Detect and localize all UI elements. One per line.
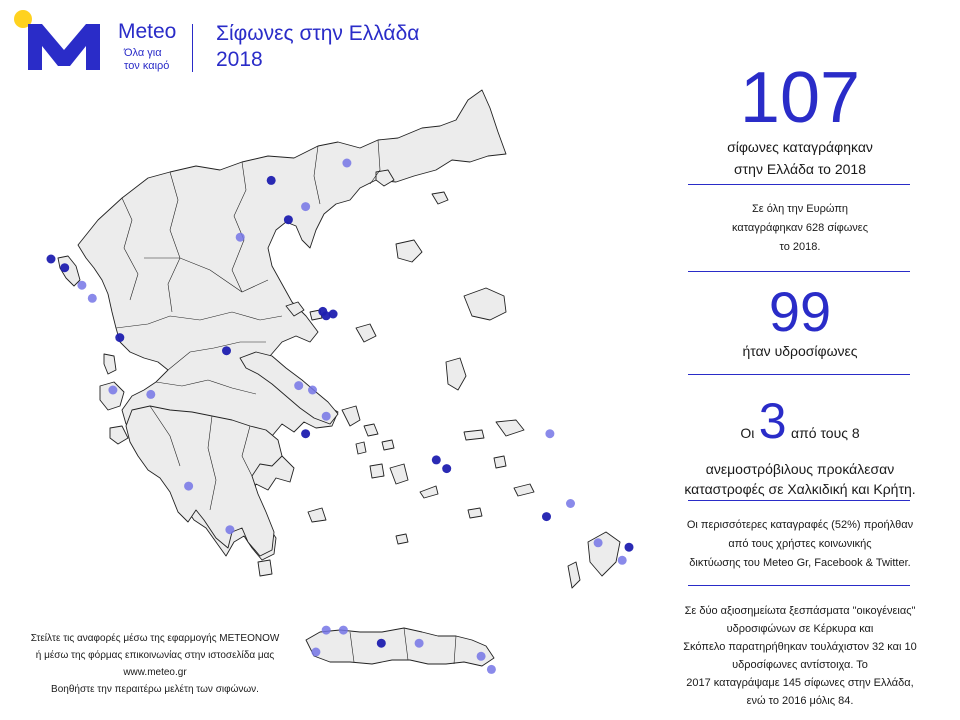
note-line4: υδροσίφωνες αντίστοιχα. Το [732, 659, 868, 671]
waterspout-marker [625, 543, 634, 552]
lefkada [104, 354, 116, 374]
water-number: 99 [768, 280, 832, 343]
divider-4 [688, 500, 910, 501]
footer-line4: Βοηθήστε την περαιτέρω μελέτη των σιφώνων. [51, 684, 259, 695]
waterspout-marker [294, 381, 303, 390]
total-text-line2: στην Ελλάδα το 2018 [734, 161, 866, 177]
waterspout-marker [594, 538, 603, 547]
footer-website-link[interactable]: www.meteo.gr [123, 667, 187, 678]
note-line3: Σκόπελο παρατηρήθηκαν τουλάχιστον 32 και 10 [683, 641, 917, 653]
reports-line2: από τους χρήστες κοινωνικής [728, 538, 872, 550]
waterspout-marker [377, 639, 386, 648]
damage-stat [640, 393, 960, 499]
damage-number: 3 [758, 393, 787, 449]
europe-line1: Σε όλη την Ευρώπη [751, 203, 849, 215]
waterspout-marker [542, 512, 551, 521]
waterspout-marker [342, 159, 351, 168]
water-text: ήταν υδροσίφωνες [742, 343, 858, 359]
total-stat [640, 58, 960, 180]
waterspout-marker [47, 255, 56, 264]
damage-suffix: από τους 8 [791, 425, 860, 441]
paros [370, 464, 384, 478]
waterspout-marker [322, 412, 331, 421]
lesbos [464, 288, 506, 320]
chios [446, 358, 466, 390]
europe-stat [640, 200, 960, 257]
waterspout-marker [284, 215, 293, 224]
divider-3 [688, 374, 910, 375]
header-divider [192, 24, 193, 72]
total-text-line1: σίφωνες καταγράφηκαν [727, 139, 873, 155]
waterspout-marker [236, 233, 245, 242]
karpathos [568, 562, 580, 588]
waterspout-marker [184, 482, 193, 491]
skyros [356, 324, 376, 342]
tinos [364, 424, 378, 436]
waterspout-marker [415, 639, 424, 648]
waterspout-marker [487, 665, 496, 674]
samos [496, 420, 524, 436]
total-number: 107 [739, 58, 861, 138]
milos [308, 508, 326, 522]
footer-note [0, 630, 310, 698]
waterspout-marker [442, 464, 451, 473]
waterspout-marker [545, 429, 554, 438]
reports-stat [640, 516, 960, 573]
greece-map [20, 80, 660, 700]
logo-m-mark [28, 24, 100, 70]
waterspout-marker [477, 652, 486, 661]
waterspout-marker [267, 176, 276, 185]
waterspout-marker [432, 455, 441, 464]
damage-line2: ανεμοστρόβιλους προκάλεσαν [705, 461, 895, 477]
brand-tagline [124, 47, 169, 73]
ikaria [464, 430, 484, 440]
reports-line3: δικτύωσης του Meteo Gr, Facebook & Twitter. [689, 557, 911, 569]
corfu [58, 256, 80, 286]
amorgos [420, 486, 438, 498]
damage-line3: καταστροφές σε Χαλκιδική και Κρήτη. [684, 481, 916, 497]
note-line6: ενώ το 2016 μόλις 84. [746, 695, 854, 707]
astypalaia [468, 508, 482, 518]
reports-line1: Οι περισσότερες καταγραφές (52%) προήλθαν [686, 519, 914, 531]
waterspout-marker [329, 310, 338, 319]
water-stat [640, 280, 960, 362]
santorini [396, 534, 408, 544]
note-line5: 2017 καταγράψαμε 145 σίφωνες στην Ελλάδα, [686, 677, 914, 689]
waterspout-marker [322, 626, 331, 635]
waterspout-marker [77, 281, 86, 290]
waterspout-marker [339, 626, 348, 635]
divider-2 [688, 271, 910, 272]
waterspout-marker [115, 333, 124, 342]
divider-1 [688, 184, 910, 185]
brand-tagline-line1: Όλα για [124, 47, 162, 59]
mykonos [382, 440, 394, 450]
waterspout-marker [301, 202, 310, 211]
andros [342, 406, 360, 426]
samothrace [432, 192, 448, 204]
europe-line3: το 2018. [779, 241, 821, 253]
waterspout-marker [311, 648, 320, 657]
kos [514, 484, 534, 496]
kythira [258, 560, 272, 576]
note-stat [640, 602, 960, 710]
leros-patmos [494, 456, 506, 468]
europe-line2: καταγράφηκαν 628 σίφωνες [732, 222, 868, 234]
damage-line1 [640, 393, 960, 459]
brand-name: Meteo [118, 20, 177, 43]
waterspout-marker [60, 263, 69, 272]
waterspout-marker [618, 556, 627, 565]
rhodes [588, 532, 620, 576]
naxos [390, 464, 408, 484]
footer-line1: Στείλτε τις αναφορές μέσω της εφαρμογής METEONOW [30, 633, 280, 644]
waterspout-marker [222, 346, 231, 355]
waterspout-marker [146, 390, 155, 399]
crete [306, 628, 494, 666]
damage-prefix: Οι [740, 425, 755, 441]
brand-tagline-line2: τον καιρό [124, 60, 170, 72]
syros [356, 442, 366, 454]
waterspout-marker [308, 386, 317, 395]
land-group [58, 90, 620, 666]
lemnos [396, 240, 422, 262]
zakynthos [110, 426, 128, 444]
divider-5 [688, 585, 910, 586]
waterspout-marker [301, 429, 310, 438]
meteo-logo [14, 10, 114, 72]
note-line1: Σε δύο αξιοσημείωτα ξεσπάσματα "οικογένειας" [684, 605, 916, 617]
waterspout-marker [566, 499, 575, 508]
waterspout-marker [88, 294, 97, 303]
waterspout-marker [108, 386, 117, 395]
page-year: 2018 [216, 48, 263, 71]
page-title: Σίφωνες στην Ελλάδα [216, 22, 420, 45]
waterspout-marker [225, 525, 234, 534]
footer-line2: ή μέσω της φόρμας επικοινωνίας στην ιστοσελίδα μας [35, 650, 275, 661]
note-line2: υδροσιφώνων σε Κέρκυρα και [726, 623, 874, 635]
